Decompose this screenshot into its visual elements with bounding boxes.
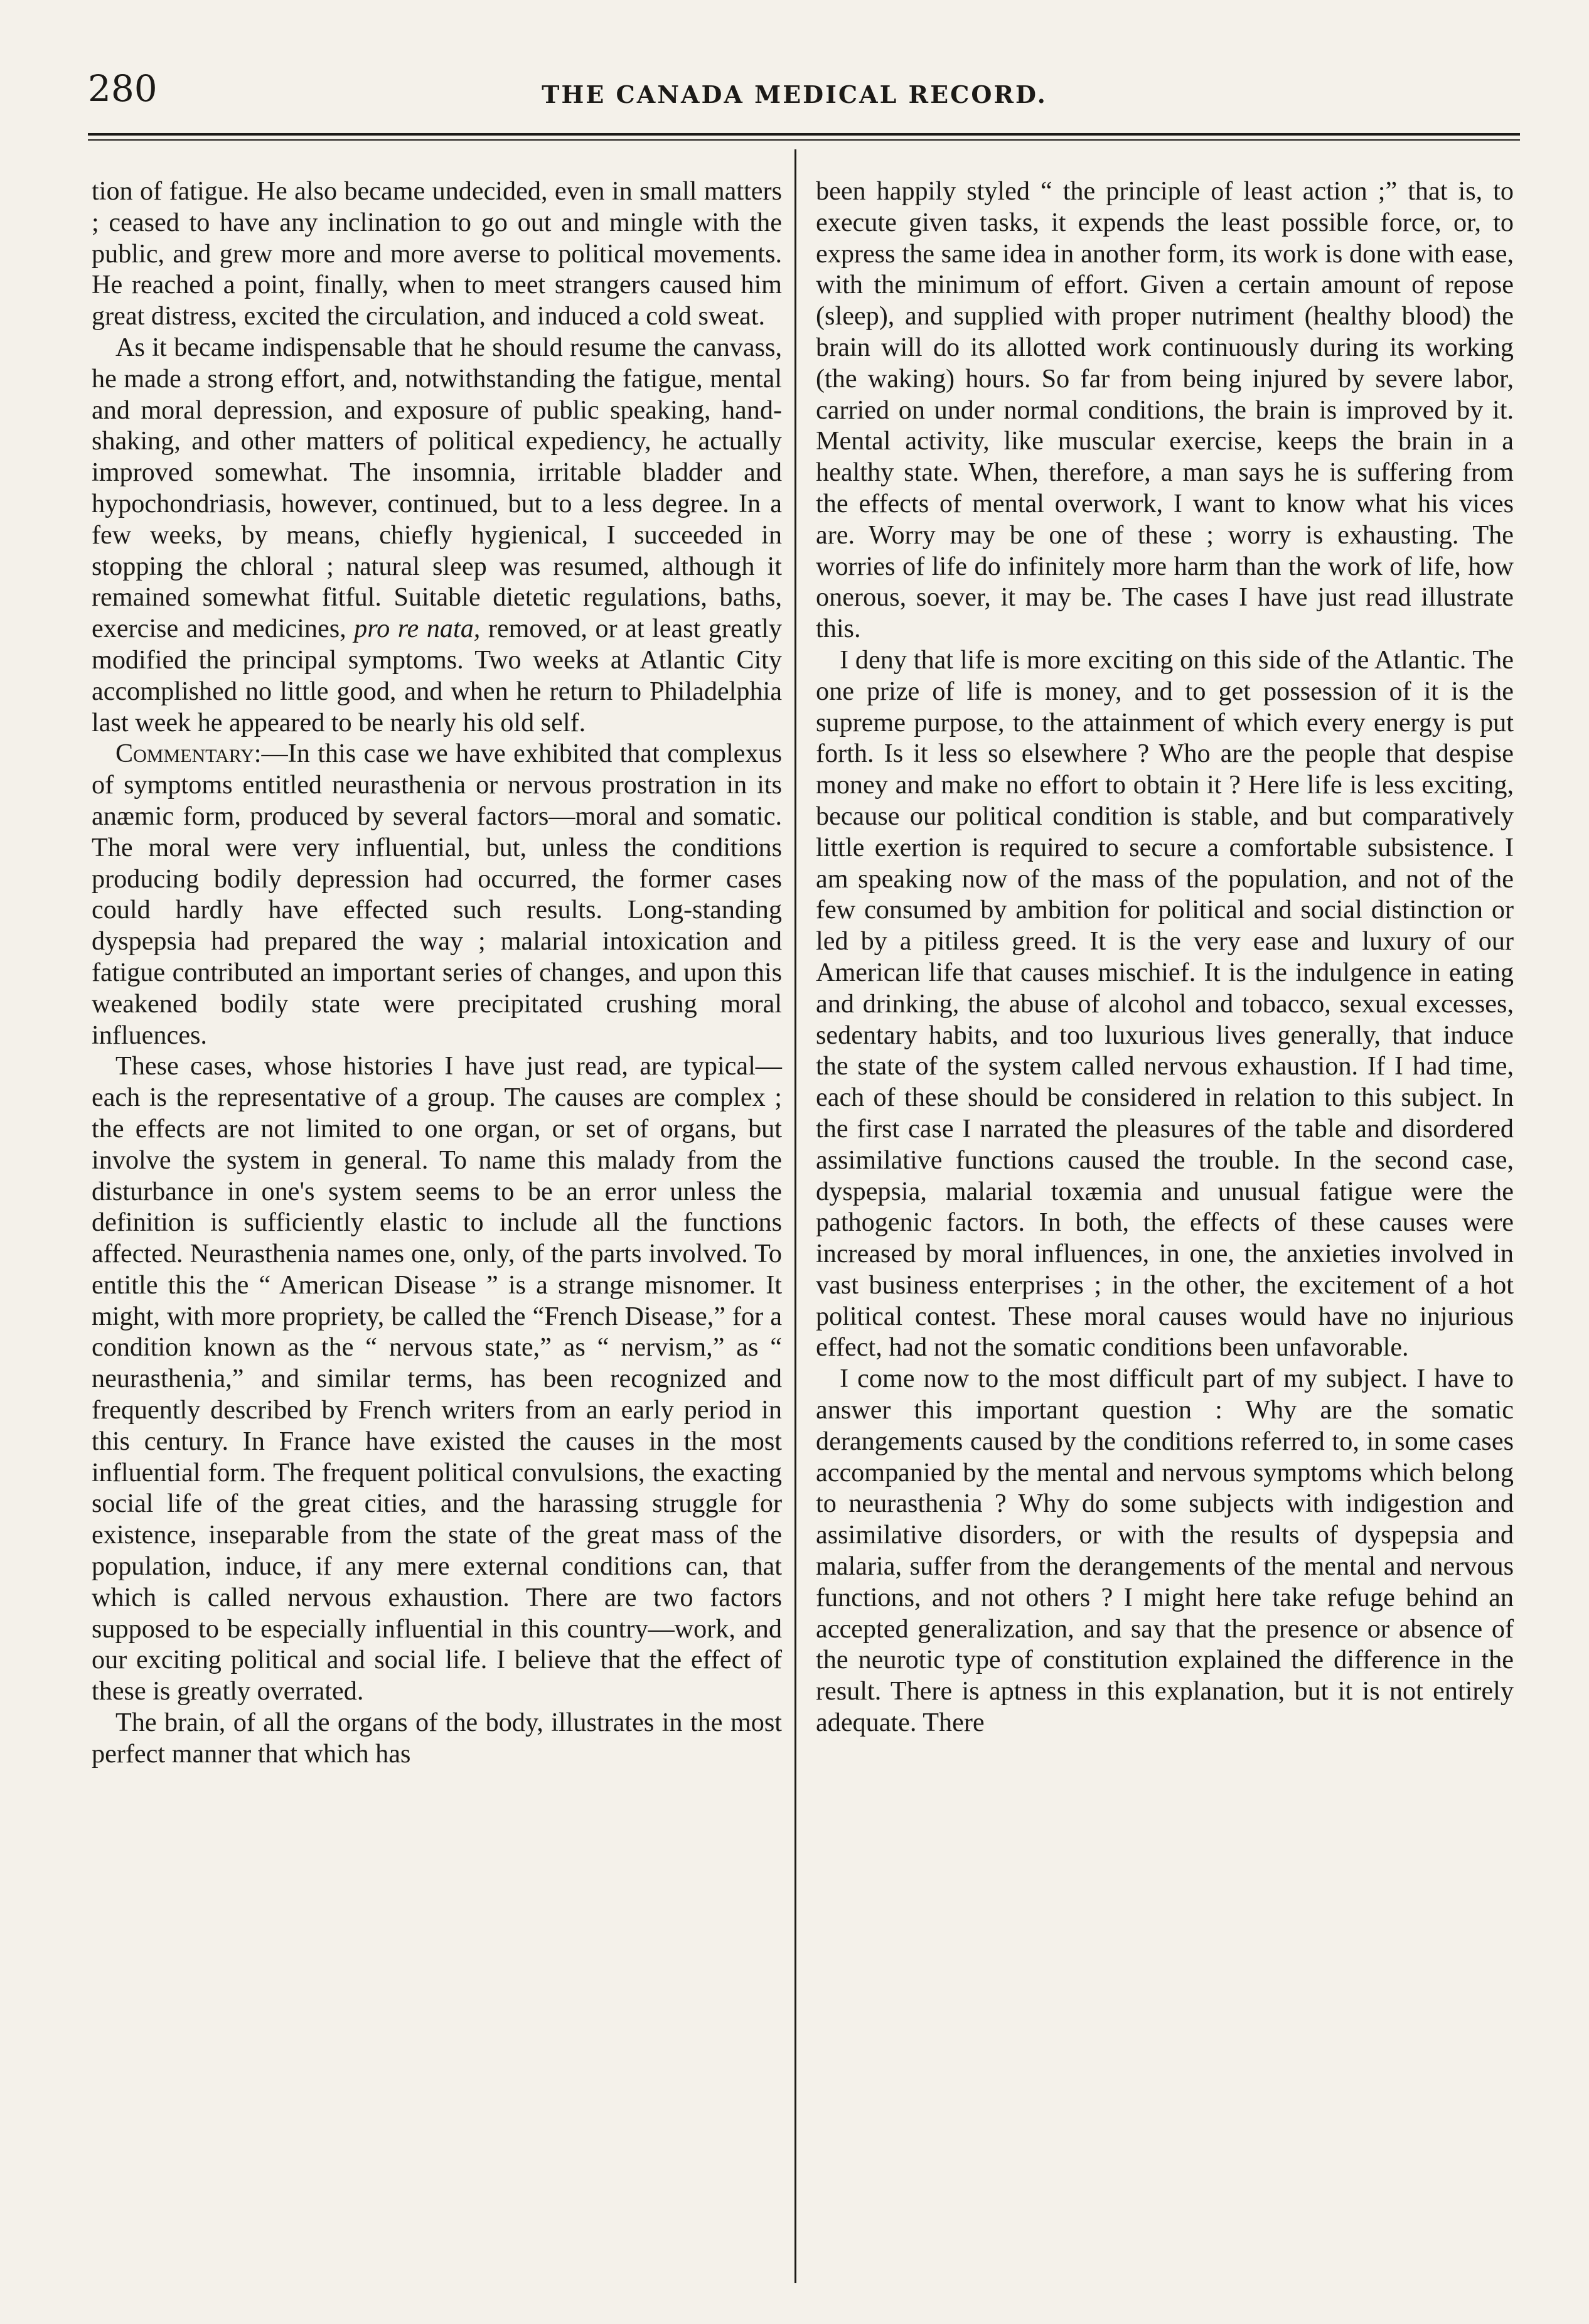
right-column xyxy=(816,176,1514,1738)
column-divider xyxy=(794,149,796,2283)
paragraph: I deny that life is more exciting on this side of the Atlantic. The one prize of life is money, and to get possession of it is the supreme purpose, to the attainment of which every energy is put forth. Is it less so elsewhere ? Who are the people that despise money and make no effort to obtain it ? Here life is less exciting, because our political condition is stable, and but comparatively little exertion is required to secure a comfortable subsistence. I am speaking now of the mass of the population, and not of the few consumed by ambition for political and social distinction or led by a pitiless greed. It is the very ease and luxury of our American life that causes mischief. It is the indulgence in eating and drinking, the abuse of alcohol and tobacco, sexual excesses, sedentary habits, and too luxurious lives generally, that induce the state of the system called nervous exhaustion. If I had time, each of these should be considered in relation to this subject. In the first case I narrated the pleasures of the table and disordered assimilative functions caused the trouble. In the second case, dyspepsia, malarial toxæmia and unusual fatigue were the pathogenic factors. In both, the effects of these causes were increased by moral influences, in one, the anxieties involved in vast business enterprises ; in the other, the excitement of a hot political contest. These moral causes would have no injurious effect, had not the somatic conditions been unfavorable. xyxy=(816,645,1514,1363)
paragraph: These cases, whose histories I have just read, are typical—each is the representative of a group. The causes are complex ; the effects are not limited to one organ, or set of organs, but involve the system in general. To name this malady from the disturbance in one's system seems to be an error unless the definition is sufficiently elastic to include all the functions affected. Neurasthenia names one, only, of the parts involved. To entitle this the “ American Disease ” is a strange misnomer. It might, with more propriety, be called the “French Disease,” for a condition known as the “ nervous state,” as “ nervism,” as “ neurasthenia,” and similar terms, has been recognized and frequently described by French writers from an early period in this century. In France have existed the causes in the most influential form. The frequent political convulsions, the exacting social life of the great cities, and the harassing struggle for existence, inseparable from the state of the great mass of the population, induce, if any mere external conditions can, that which is called nervous exhaustion. There are two factors supposed to be especially influential in this country—work, and our exciting political and social life. I believe that the effect of these is greatly overrated. xyxy=(92,1051,782,1706)
header-rule-thin xyxy=(88,139,1520,141)
text-run: :—In this case we have exhibited that complexus of symptoms entitled neurasthenia or nervous prostration in its anæmic form, produced by several factors—moral and somatic. The moral were very influential, but, unless the conditions producing bodily depression had occurred, the former cases could hardly have effected such results. Long-standing dyspepsia had prepared the way ; malarial intoxication and fatigue contributed an important series of changes, and upon this weakened bodily state were precipitated crushing moral influences. xyxy=(92,739,782,1050)
page-number: 280 xyxy=(88,67,158,110)
commentary-label: Commentary xyxy=(115,739,254,769)
left-column xyxy=(92,176,782,1770)
latin-phrase: pro re nata, xyxy=(354,614,481,644)
paragraph: been happily styled “ the principle of least action ;” that is, to execute given tasks, it expends the least possible force, or, to express the same idea in another form, its work is done with ease, with the minimum of effort. Given a certain amount of repose (sleep), and supplied with proper nutriment (healthy blood) the brain will do its allotted work continuously during its working (the waking) hours. So far from being injured by severe labor, carried on under normal conditions, the brain is improved by it. Mental activity, like muscular exercise, keeps the brain in a healthy state. When, therefore, a man says he is suffering from the effects of mental overwork, I want to know what his vices are. Worry may be one of these ; worry is exhausting. The worries of life do infinitely more harm than the work of life, how onerous, soever, it may be. The cases I have just read illustrate this. xyxy=(816,176,1514,644)
text-run: As it became indispensable that he should resume the canvass, he made a strong effort, and, notwithstanding the fatigue, mental and moral depression, and exposure of public speaking, hand-shaking, and other matters of political expediency, he actually improved somewhat. The insomnia, irritable bladder and hypochondriasis, however, continued, but to a less degree. In a few weeks, by means, chiefly hygienical, I succeeded in stopping the chloral ; natural sleep was resumed, although it remained somewhat fitful. Suitable dietetic regulations, baths, exercise and medicines, xyxy=(92,332,782,644)
paragraph xyxy=(92,738,782,1051)
header-rule xyxy=(88,133,1520,136)
paragraph xyxy=(92,332,782,738)
paragraph: I come now to the most difficult part of my subject. I have to answer this important question : Why are the somatic derangements caused by the conditions referred to, in some cases accompanied by the mental and nervous symptoms which belong to neurasthenia ? Why do some subjects with indigestion and assimilative disorders, or with the results of dyspepsia and malaria, suffer from the derangements of the mental and nervous functions, and not others ? I might here take refuge behind an accepted generalization, and say that the presence or absence of the neurotic type of constitution explained the difference in the result. There is aptness in this explanation, but it is not entirely adequate. There xyxy=(816,1364,1514,1738)
running-title: THE CANADA MEDICAL RECORD. xyxy=(542,80,1047,109)
paragraph: The brain, of all the organs of the body, illustrates in the most perfect manner that which has xyxy=(92,1708,782,1769)
paragraph: tion of fatigue. He also became undecided, even in small matters ; ceased to have any inclination to go out and mingle with the public, and grew more and more averse to political movements. He reached a point, finally, when to meet strangers caused him great distress, excited the circulation, and induced a cold sweat. xyxy=(92,176,782,331)
text-run: removed, or at least greatly modified the principal symptoms. Two weeks at Atlantic City accomplished no little good, and when he return to Philadelphia last week he appeared to be nearly his old self. xyxy=(92,614,782,737)
